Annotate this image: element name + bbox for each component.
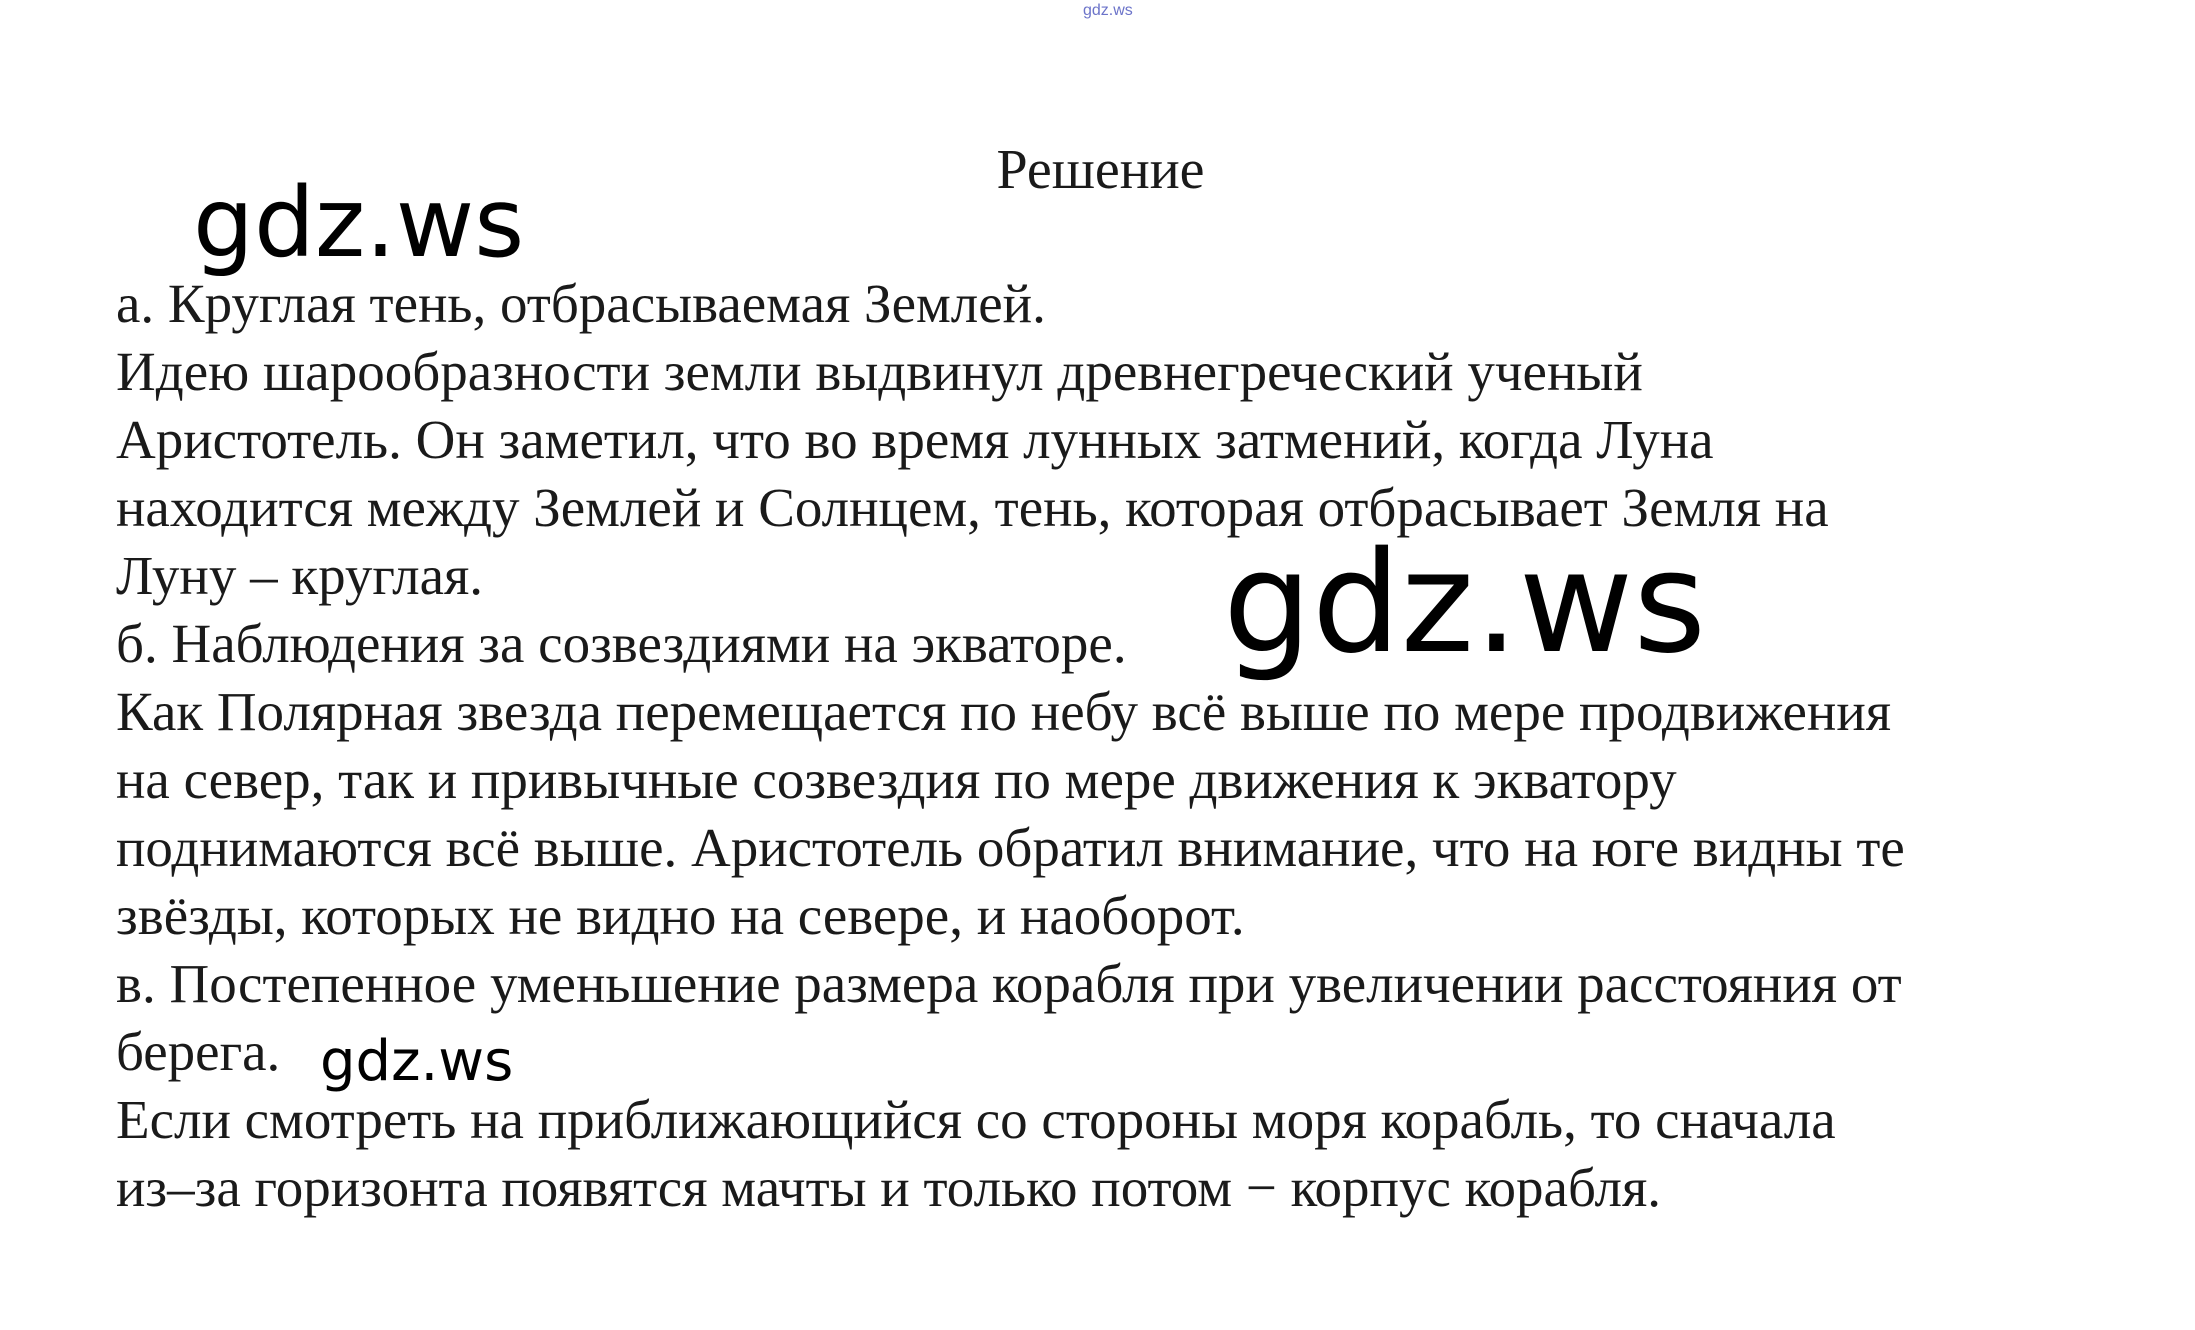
watermark: gdz.ws [193, 167, 525, 279]
watermark: gdz.ws [1223, 522, 1707, 685]
text-line: Аристотель. Он заметил, что во время лунных затмений, когда Луна [116, 409, 1714, 470]
text-line: из–за горизонта появятся мачты и только потом − корпус корабля. [116, 1157, 1662, 1218]
text-line: в. Постепенное уменьшение размера корабля при увеличении расстояния от [116, 953, 1902, 1014]
text-line: Если смотреть на приближающийся со стороны моря корабль, то сначала [116, 1089, 1836, 1150]
text-line: Луну – круглая. [116, 545, 484, 606]
text-line: поднимаются всё выше. Аристотель обратил внимание, что на юге видны те [116, 817, 1905, 878]
text-line: б. Наблюдения за созвездиями на экваторе. [116, 613, 1127, 674]
text-line: на север, так и привычные созвездия по мере движения к экватору [116, 749, 1677, 810]
text-line: находится между Землей и Солнцем, тень, которая отбрасывает Земля на [116, 477, 1829, 538]
page-title: Решение [996, 139, 1205, 201]
text-line: Идею шарообразности земли выдвинул древнегреческий ученый [116, 341, 1643, 402]
top-watermark: gdz.ws [1083, 2, 1133, 19]
text-line: Как Полярная звезда перемещается по небу всё выше по мере продвижения [116, 681, 1892, 742]
text-line: а. Круглая тень, отбрасываемая Землей. [116, 273, 1046, 334]
text-line: берега. [116, 1021, 281, 1082]
watermark: gdz.ws [320, 1029, 514, 1094]
text-line: звёзды, которых не видно на севере, и наоборот. [116, 885, 1245, 946]
